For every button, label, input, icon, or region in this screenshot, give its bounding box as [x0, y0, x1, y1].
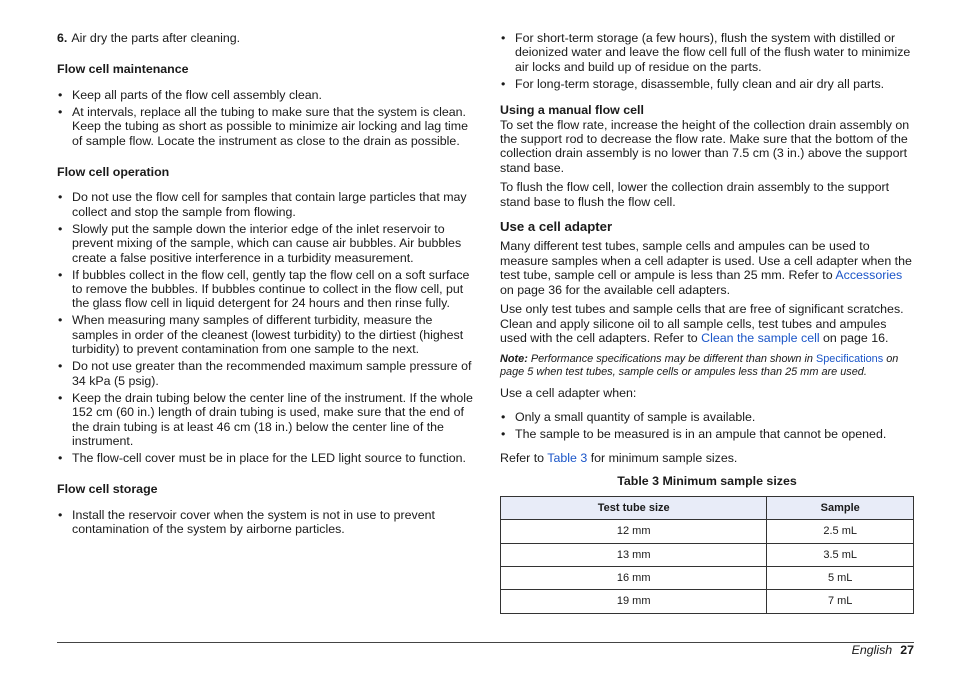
page-footer	[852, 643, 914, 657]
table-header-cell: Sample	[767, 496, 914, 519]
paragraph: Refer to Table 3 for minimum sample sizes.	[500, 450, 738, 465]
accessories-link[interactable]: Accessories	[835, 268, 903, 283]
list-item: • Do not use greater than the recommended maximum sample pressure of 34 kPa (5 psig).	[57, 359, 473, 388]
note-label: Note:	[500, 353, 528, 366]
heading-flow-cell-maintenance: Flow cell maintenance	[57, 62, 189, 77]
specifications-link[interactable]: Specifications	[815, 353, 884, 366]
maintenance-list	[57, 88, 473, 148]
table-cell: 2.5 mL	[767, 520, 914, 543]
list-item: • Only a small quantity of sample is available.	[500, 410, 914, 424]
right-column	[500, 31, 914, 614]
table-header-row	[501, 496, 914, 519]
adapter-when-list	[500, 410, 914, 441]
paragraph: Many different test tubes, sample cells and ampules can be used to measure samples when a cell adapter is used. Use a cell adapter when the test tube, sample cell or ampule is less than 25 mm. Refer to Accessories on page 36 for the available cell adapters.	[500, 239, 912, 297]
table-cell: 12 mm	[501, 520, 767, 543]
list-item: • When measuring many samples of different turbidity, measure the samples in order of the cleanest (lowest turbidity) to the dirtiest (highest turbidity) to prevent contamination from one sample to the next.	[57, 313, 473, 356]
note: Note: Performance specifications may be different than shown in Specifications on page 5 when test tubes, sample cells or ampules less than 25 mm are used.	[500, 353, 899, 378]
table-row	[501, 566, 914, 589]
list-item: • Do not use the flow cell for samples that contain large particles that may collect and stop the sample from flowing.	[57, 190, 473, 219]
list-item: • Install the reservoir cover when the system is not in use to prevent contamination of the system by airborne particles.	[57, 508, 473, 537]
list-item: • For long-term storage, disassemble, fully clean and air dry all parts.	[500, 77, 914, 91]
footer-language: English	[851, 643, 893, 657]
storage-list-continued	[500, 31, 914, 91]
list-item: • If bubbles collect in the flow cell, gently tap the flow cell on a soft surface to remove the bubbles. If bubbles continue to collect in the flow cell, put the glass flow cell in liquid detergent for 24 hours and then rinse fully.	[57, 268, 473, 311]
step-6	[57, 31, 473, 45]
table-3-link[interactable]: Table 3	[547, 450, 588, 465]
list-item: • For short-term storage (a few hours), flush the system with distilled or deionized water and leave the flow cell full of the flush water to minimize air locks and build up of residue on the parts.	[500, 31, 914, 74]
table-cell: 13 mm	[501, 543, 767, 566]
footer-rule	[57, 642, 914, 643]
clean-sample-cell-link[interactable]: Clean the sample cell	[701, 330, 820, 345]
paragraph: Use only test tubes and sample cells that are free of significant scratches. Clean and apply silicone oil to all sample cells, test tubes and ampules used with the cell adapters. Refer to Clean the sample cell on page 16.	[500, 302, 904, 345]
storage-list	[57, 508, 473, 537]
list-item: • Keep all parts of the flow cell assembly clean.	[57, 88, 473, 102]
table-row	[501, 543, 914, 566]
paragraph: To flush the flow cell, lower the collection drain assembly to the support stand base to flush the flow cell.	[500, 180, 890, 209]
list-item: • At intervals, replace all the tubing to make sure that the system is clean. Keep the tubing as short as possible to minimize air locking and lag time of sample flow. Locate the instrument as close to the drain as possible.	[57, 105, 473, 148]
list-item: • Slowly put the sample down the interior edge of the inlet reservoir to prevent mixing of the sample, which can cause air bubbles. Air bubbles create a false positive interference in a turbidity measurement.	[57, 222, 473, 265]
paragraph: Use a cell adapter when:	[500, 386, 637, 401]
table-row	[501, 520, 914, 543]
heading-manual-flow-cell: Using a manual flow cell	[500, 103, 644, 118]
list-item: • The flow-cell cover must be in place for the LED light source to function.	[57, 451, 473, 465]
page-number: 27	[900, 643, 914, 657]
operation-list	[57, 190, 473, 465]
heading-flow-cell-operation: Flow cell operation	[57, 165, 170, 180]
heading-flow-cell-storage: Flow cell storage	[57, 482, 158, 497]
heading-use-cell-adapter: Use a cell adapter	[500, 219, 613, 235]
step-text: Air dry the parts after cleaning.	[71, 31, 241, 45]
table-cell: 7 mL	[767, 590, 914, 613]
table-caption: Table 3 Minimum sample sizes	[617, 474, 797, 489]
table-cell: 16 mm	[501, 566, 767, 589]
table-cell: 3.5 mL	[767, 543, 914, 566]
minimum-sample-sizes-table	[500, 496, 914, 614]
step-number: 6.	[57, 31, 68, 45]
list-item: • Keep the drain tubing below the center line of the instrument. If the whole 152 cm (60 in.) length of drain tubing is used, make sure that the end of the drain tubing is at least 46 cm (18 in.) below the center line of the instrument.	[57, 391, 473, 449]
left-column	[57, 31, 473, 539]
table-header-cell: Test tube size	[501, 496, 767, 519]
list-item: • The sample to be measured is in an ampule that cannot be opened.	[500, 427, 914, 441]
table-cell: 5 mL	[767, 566, 914, 589]
table-cell: 19 mm	[501, 590, 767, 613]
table-row	[501, 590, 914, 613]
paragraph: To set the flow rate, increase the height of the collection drain assembly on the support rod to decrease the flow rate. Make sure that the bottom of the collection drain assembly is no lower than 7.5 cm (3 in.) above the support stand base.	[500, 117, 910, 175]
